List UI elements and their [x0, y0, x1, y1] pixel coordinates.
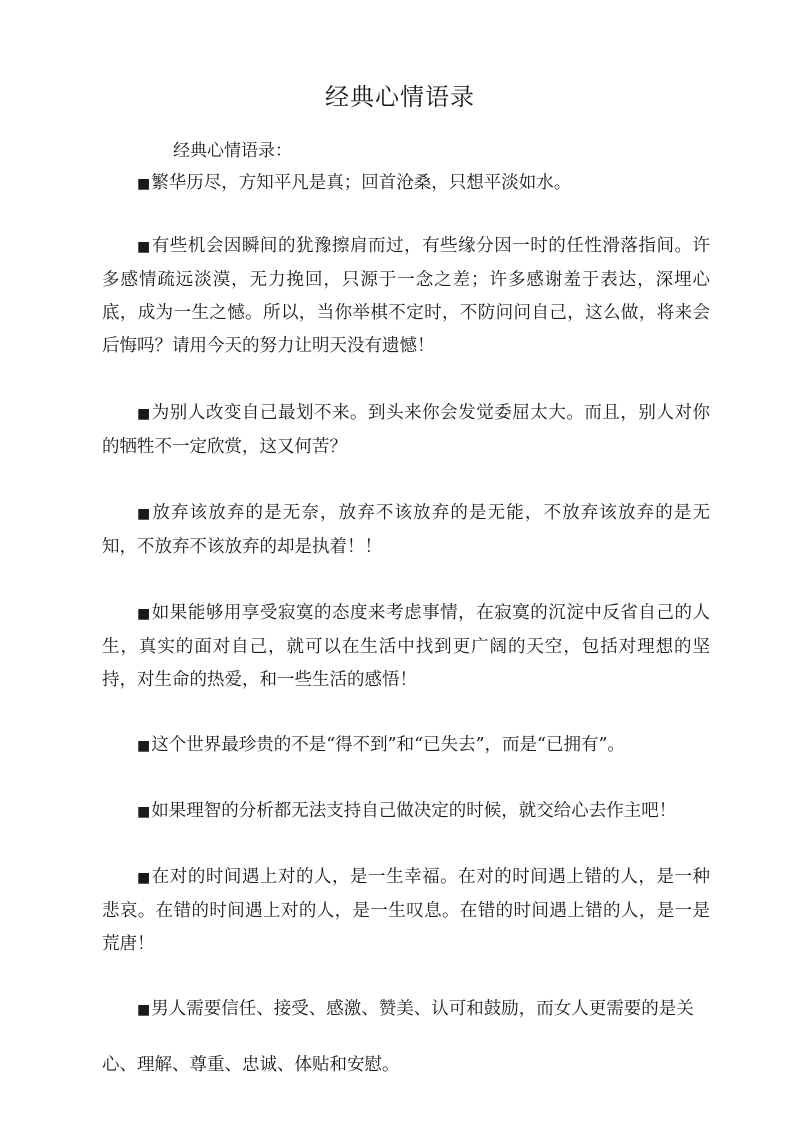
quote-paragraph-1: [102, 167, 710, 201]
quote-text: 如果理智的分析都无法支持自己做决定的时候，就交给心去作主吧！: [151, 801, 677, 821]
quote-text: 心、理解、尊重、忠诚、体贴和安慰。: [102, 1055, 400, 1075]
quote-text: 放弃该放弃的是无奈，放弃不该放弃的是无能，不放弃该放弃的是无知，不放弃不该放弃的却是执着！！: [102, 503, 710, 557]
quote-paragraph-5: [102, 597, 710, 697]
bullet-icon: ■: [137, 506, 152, 522]
bullet-icon: ■: [137, 1002, 151, 1018]
quote-text: 这个世界最珍贵的不是“得不到”和“已失去”，而是“已拥有”。: [151, 735, 625, 755]
bullet-icon: ■: [137, 606, 151, 622]
quote-text: 有些机会因瞬间的犹豫擦肩而过，有些缘分因一时的任性滑落指间。许多感情疏远淡漠，无力挽回，只源于一念之差；许多感谢羞于表达，深埋心底，成为一生之憾。所以，当你举棋不定时，不防问问自己，这么做，将来会后悔吗？请用今天的努力让明天没有遗憾！: [102, 236, 711, 356]
quote-text: 为别人改变自己最划不来。到头来你会发觉委屈太大。而且，别人对你的牺牲不一定欣赏，这又何苦？: [102, 403, 711, 457]
quote-text: 男人需要信任、接受、感激、赞美、认可和鼓励，而女人更需要的是关: [151, 999, 694, 1019]
quote-paragraph-8: [102, 861, 710, 961]
quote-paragraph-7: [102, 795, 710, 829]
document-subtitle: 经典心情语录：: [173, 141, 292, 161]
bullet-icon: ■: [137, 239, 151, 255]
document-title: 经典心情语录: [325, 83, 475, 111]
bullet-icon: ■: [137, 176, 151, 192]
quote-paragraph-9-continued: [102, 1049, 710, 1082]
quote-paragraph-4: [102, 497, 710, 564]
bullet-icon: ■: [137, 738, 151, 754]
quote-text: 在对的时间遇上对的人，是一生幸福。在对的时间遇上错的人，是一种悲哀。在错的时间遇上对的人，是一生叹息。在错的时间遇上错的人，是一是荒唐！: [102, 867, 711, 954]
bullet-icon: ■: [137, 870, 151, 886]
quote-paragraph-6: [102, 729, 710, 763]
quote-paragraph-2: [102, 230, 710, 363]
bullet-icon: ■: [137, 406, 151, 422]
bullet-icon: ■: [137, 804, 151, 820]
quote-text: 繁华历尽，方知平凡是真；回首沧桑，只想平淡如水。: [151, 173, 572, 193]
quote-paragraph-9: [102, 993, 710, 1027]
quote-text: 如果能够用享受寂寞的态度来考虑事情，在寂寞的沉淀中反省自己的人生，真实的面对自己，就可以在生活中找到更广阔的天空，包括对理想的坚持，对生命的热爱，和一些生活的感悟！: [102, 603, 711, 690]
quote-paragraph-3: [102, 397, 710, 464]
